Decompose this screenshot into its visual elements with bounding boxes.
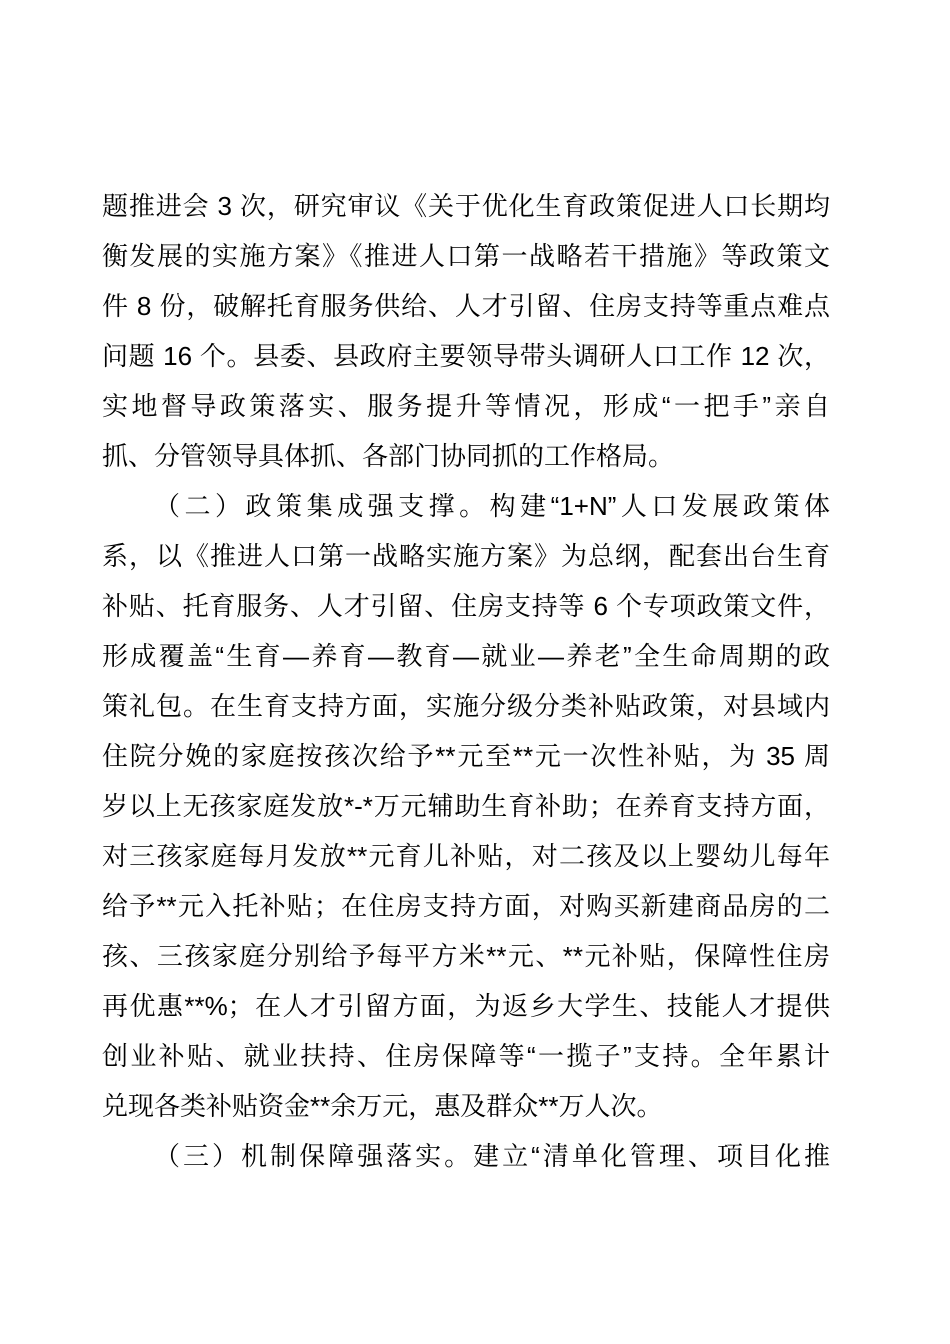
document-body <box>102 181 830 1181</box>
document-line: 实地督导政策落实、服务提升等情况，形成“一把手”亲自 <box>102 391 830 421</box>
section-heading-line: （二）政策集成强支撑。构建“1+N”人口发展政策体 <box>154 491 830 521</box>
document-line: 形成覆盖“生育—养育—教育—就业—养老”全生命周期的政 <box>102 641 830 671</box>
document-line: 系，以《推进人口第一战略实施方案》为总纲，配套出台生育 <box>102 541 830 571</box>
document-line: 住院分娩的家庭按孩次给予**元至**元一次性补贴，为 35 周 <box>102 741 830 771</box>
document-line: 创业补贴、就业扶持、住房保障等“一揽子”支持。全年累计 <box>102 1041 830 1071</box>
document-line: 孩、三孩家庭分别给予每平方米**元、**元补贴，保障性住房 <box>102 941 830 971</box>
document-line: 补贴、托育服务、人才引留、住房支持等 6 个专项政策文件， <box>102 591 830 621</box>
document-line: 岁以上无孩家庭发放*-*万元辅助生育补助；在养育支持方面， <box>102 791 830 821</box>
document-line: 给予**元入托补贴；在住房支持方面，对购买新建商品房的二 <box>102 891 830 921</box>
document-line: 问题 16 个。县委、县政府主要领导带头调研人口工作 12 次， <box>102 341 830 371</box>
document-line: 抓、分管领导具体抓、各部门协同抓的工作格局。 <box>102 441 675 471</box>
document-line: 对三孩家庭每月发放**元育儿补贴，对二孩及以上婴幼儿每年 <box>102 841 830 871</box>
document-line: 再优惠**%；在人才引留方面，为返乡大学生、技能人才提供 <box>102 991 830 1021</box>
section-heading-line: （三）机制保障强落实。建立“清单化管理、项目化推 <box>154 1141 830 1171</box>
paragraph-section-3 <box>102 1131 830 1181</box>
paragraph-section-2 <box>102 481 830 1131</box>
document-line: 策礼包。在生育支持方面，实施分级分类补贴政策，对县域内 <box>102 691 830 721</box>
document-line: 件 8 份，破解托育服务供给、人才引留、住房支持等重点难点 <box>102 291 830 321</box>
document-line: 兑现各类补贴资金**余万元，惠及群众**万人次。 <box>102 1091 663 1121</box>
paragraph-continued <box>102 181 830 481</box>
document-line: 衡发展的实施方案》《推进人口第一战略若干措施》等政策文 <box>102 241 830 271</box>
document-line: 题推进会 3 次，研究审议《关于优化生育政策促进人口长期均 <box>102 191 830 221</box>
